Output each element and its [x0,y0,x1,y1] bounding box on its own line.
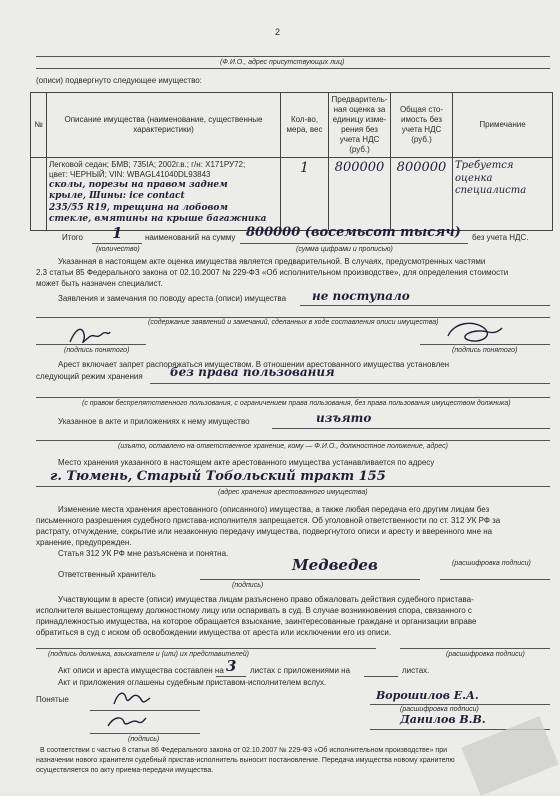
keeper-sign-caption: (подпись) [232,582,264,589]
witness-signature-4 [104,712,148,734]
para3-line: исполнителя вышестоящему должностному лицу или оспаривать в суд. В случае возникновения спора, связанного с [36,606,472,615]
table-row [31,158,553,231]
arrest-caption: (с правом беспрепятственного пользования, с ограничением права пользования, без права пользования имуществом должника) [82,400,511,407]
arrest-value: без права пользования [170,365,335,379]
arrest-prefix: следующий режим хранения [36,372,143,381]
para2-line: письменного разрешения судебного пристава-исполнителя запрещается. Об уголовной ответственности по ст. 312 УК РФ за [36,516,501,525]
witness-signature-1 [66,320,112,350]
row-qty: 1 [281,158,329,231]
rule [370,704,550,705]
witness-decrypt-caption: (расшифровка подписи) [400,706,479,713]
rule [36,648,376,649]
act-prefix: Акт описи и ареста имущества составлен на [58,666,224,675]
fio-caption: (Ф.И.О., адрес присутствующих лиц) [220,59,345,66]
footer-line: осуществляется по акту приема-передачи имущества. [36,767,214,774]
handwritten-desc-line: стекле, вмятины на крыше багажника [49,213,267,224]
para2-line: Статья 312 УК РФ мне разъяснена и понятна. [58,549,229,558]
custody-caption: (изъято, оставлено на ответственное хранение, кому — Ф.И.О., должностное положение, адрес) [118,443,448,450]
rule [36,440,550,441]
rule [240,243,468,244]
statements-label: Заявления и замечания по поводу ареста (описи) имущества [58,294,287,303]
row-price: 800000 [329,158,391,231]
para2-line: Изменение места хранения арестованного (описанного) имущества, а также любая передача его другим лицам без [58,505,490,514]
para3-caption-left: (подпись должника, взыскателя и (или) их представителей) [48,651,249,658]
row-num [31,158,47,231]
para2-line: растрату, отчуждение, сокрытие или незаконную передачу имущества, подвергнутого описи и аресту и вверенного мне на [36,527,493,536]
rule [420,344,550,345]
count-caption: (количество) [96,246,140,253]
rule [36,486,550,487]
total-mid: наименований на сумму [145,233,236,242]
para1-line: 2.3 статьи 85 Федерального закона от 02.10.2007 № 229-ФЗ «Об исполнительном производстве», для определения стоимости [36,268,509,277]
act-sheets: 3 [226,657,237,675]
col-note-header: Примечание [453,93,553,158]
witness-name-1: Ворошилов Е.А. [376,689,479,702]
rule [150,383,550,384]
para2-line: хранение, предупрежден. [36,538,132,547]
note-line: оценка [455,172,493,184]
keeper-label: Ответственный хранитель [58,570,156,579]
page-number: 2 [275,27,281,37]
handwritten-desc-line: сколы, порезы на правом заднем [49,180,228,190]
rule [364,676,398,677]
total-suffix: без учета НДС. [472,233,529,242]
rule [440,579,550,580]
witness-sign-caption-3: (подпись) [128,736,160,743]
col-total-header: Общая сто-имость без учета НДС (руб.) [391,93,453,158]
rule [36,68,550,69]
note-line: Требуется [455,160,514,171]
custody-label: Указанное в акте и приложениях к нему имущество [58,417,250,426]
rule [272,428,550,429]
para1-line: Указанная в настоящем акте оценка имущества является предварительной. В случаях, предусмотренных частями [58,257,486,266]
col-price-header: Предваритель-ная оценка за единицу изме-рения без учета НДС (руб.) [329,93,391,158]
amount-caption: (сумма цифрами и прописью) [296,246,393,253]
act-mid: листах с приложениями на [250,666,351,675]
act-line2: Акт и приложения оглашены судебным приставом-исполнителем вслух. [58,678,327,687]
col-num-header: № [31,93,47,158]
footer-line: назначении нового хранителя судебный пристав-исполнитель выносит постановление. Передача имущества новому хранителю [36,757,455,764]
witness-sign-caption-2: (подпись понятого) [452,347,518,354]
custody-value: изъято [316,411,372,425]
statements-caption: (содержание заявлений и замечаний, сделанных в ходе составления описи имущества) [148,319,439,326]
rule [36,56,550,57]
keeper-decrypt-caption: (расшифровка подписи) [452,560,531,567]
keeper-signature: Медведев [292,556,378,574]
handwritten-desc-line: крыле, Шины: ice contact [49,191,185,202]
arrest-line: Арест включает запрет распоряжаться имуществом. В отношении арестованного имущества установлен [58,360,450,369]
handwritten-desc-line: 235/55 R19, трещина на лобовом [49,202,228,213]
storage-caption: (адрес хранения арестованного имущества) [218,489,368,496]
col-desc-header: Описание имущества (наименование, существенные характеристики) [47,93,281,158]
printed-desc-line: цвет: ЧЕРНЫЙ; VIN: WBAGL41040DL93843 [49,170,211,179]
note-line: специалиста [455,185,527,196]
rule [200,579,420,580]
witness-name-2: Данилов В.В. [400,713,486,726]
rule [216,676,246,677]
para3-line: Участвующим в аресте (описи) имущества лицам разъяснено право обжаловать действия судебного пристава- [58,595,474,604]
rule [36,397,550,398]
act-suffix: листах. [402,666,430,675]
subjected-text: (описи) подвергнуто следующее имущество: [36,76,202,85]
row-note [453,158,553,231]
total-amount: 800000 (восемьсот тысяч) [246,225,461,240]
inventory-table [30,92,553,231]
rule [400,648,550,649]
storage-value: г. Тюмень, Старый Тобольский тракт 155 [50,469,386,484]
total-count: 1 [112,224,123,242]
row-total: 800000 [391,158,453,231]
witnesses-label: Понятые [36,695,69,704]
witness-signature-3 [110,686,154,710]
col-qty-header: Кол-во, мера, вес [281,93,329,158]
rule [36,344,146,345]
rule [90,710,200,711]
para1-line: может быть назначен специалист. [36,279,163,288]
statements-value: не поступало [312,289,410,303]
rule [300,305,550,306]
table-header-row [31,93,553,158]
storage-label: Место хранения указанного в настоящем акте арестованного имущества устанавливается по адресу [58,458,435,467]
row-description [47,158,281,231]
rule [90,733,200,734]
para3-caption-right: (расшифровка подписи) [446,651,525,658]
para3-line: обратиться в суд с иском об освобождении имущества от ареста или исключении его из описи. [36,628,392,637]
total-prefix: Итого [62,233,83,242]
para3-line: принадлежностью имущества, на которое обращается взыскание, заинтересованные граждане и организации вправе [36,617,477,626]
printed-desc-line: Легковой седан; БМВ; 735IA; 2002г.в.; г/н: Х171РУ72; [49,160,246,169]
footer-line: В соответствии с частью 8 статьи 86 Федерального закона от 02.10.2007 № 229-ФЗ «Об исполнительном производстве» при [40,747,448,754]
rule [92,243,142,244]
witness-sign-caption: (подпись понятого) [64,347,130,354]
